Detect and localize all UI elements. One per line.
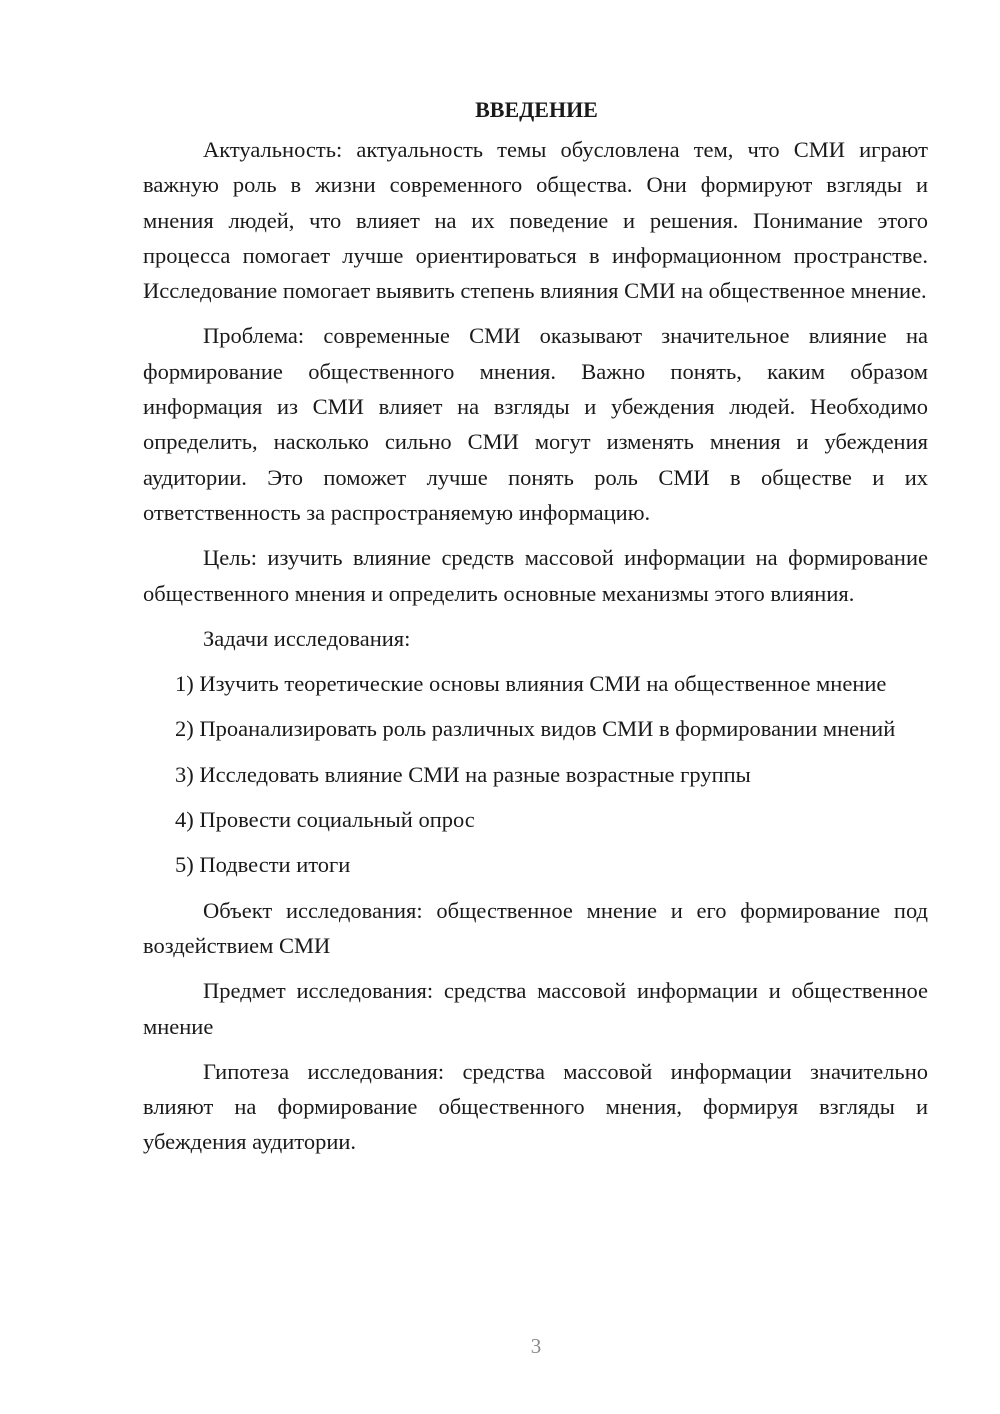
relevance-paragraph: Актуальность: актуальность темы обусловлена тем, что СМИ играют важную роль в жизни современного общества. Они формируют взгляды и мнения людей, что влияет на их поведение и решения. Понимание этого процесса помогает лучше ориентироваться в информационном пространстве. Исследование помогает выявить степень влияния СМИ на общественное мнение.	[143, 137, 928, 304]
object-paragraph: Объект исследования: общественное мнение и его формирование под воздействием СМИ	[143, 897, 928, 958]
section-title: ВВЕДЕНИЕ	[475, 97, 598, 122]
task-item-3: 3) Исследовать влияние СМИ на разные возрастные группы	[175, 761, 751, 787]
page-number: 3	[530, 1334, 542, 1358]
subject-paragraph: Предмет исследования: средства массовой информации и общественное мнение	[143, 978, 928, 1039]
task-item-2: 2) Проанализировать роль различных видов СМИ в формировании мнений	[175, 716, 896, 742]
document-page	[143, 92, 928, 1170]
task-item-1: 1) Изучить теоретические основы влияния СМИ на общественное мнение	[175, 671, 887, 697]
goal-paragraph: Цель: изучить влияние средств массовой информации на формирование общественного мнения и определить основные механизмы этого влияния.	[143, 545, 928, 606]
hypothesis-paragraph: Гипотеза исследования: средства массовой информации значительно влияют на формирование общественного мнения, формируя взгляды и убеждения аудитории.	[143, 1058, 928, 1155]
problem-paragraph: Проблема: современные СМИ оказывают значительное влияние на формирование общественного мнения. Важно понять, каким образом информация из СМИ влияет на взгляды и убеждения людей. Необходимо определить, насколько сильно СМИ могут изменять мнения и убеждения аудитории. Это поможет лучше понять роль СМИ в обществе и их ответственность за распространяемую информацию.	[143, 323, 928, 525]
tasks-heading: Задачи исследования:	[203, 625, 411, 651]
task-item-5: 5) Подвести итоги	[175, 852, 351, 878]
task-item-4: 4) Провести социальный опрос	[175, 807, 475, 833]
